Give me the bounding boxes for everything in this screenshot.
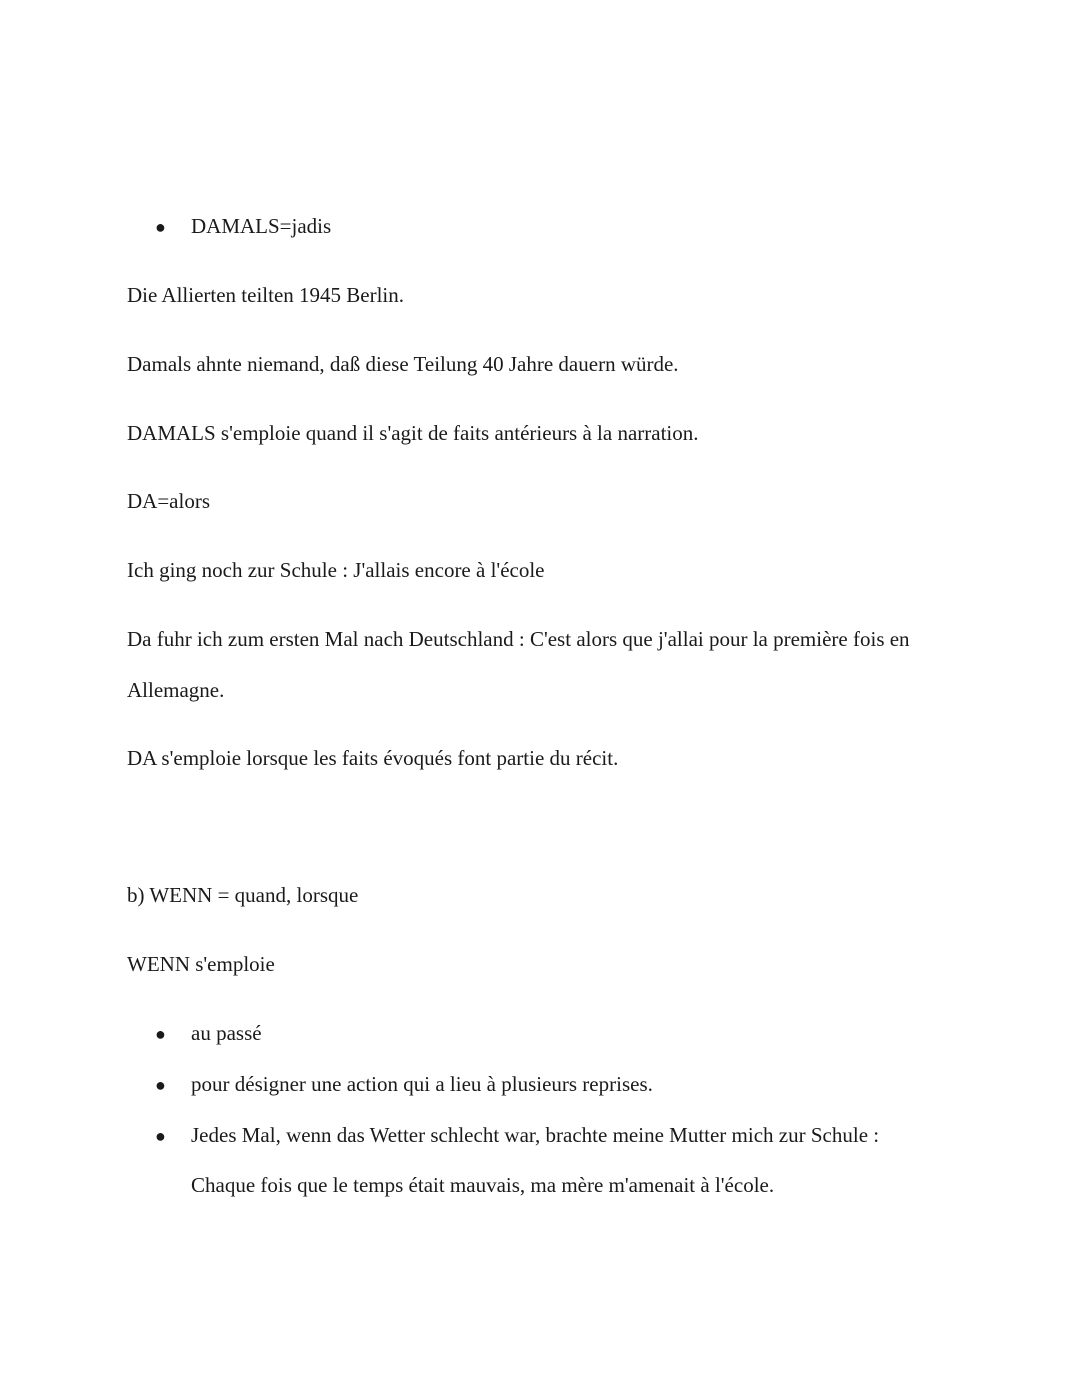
example-sentence: Da fuhr ich zum ersten Mal nach Deutschland : C'est alors que j'allai pour la première fois en xyxy=(127,627,910,651)
bullet-text: Jedes Mal, wenn das Wetter schlecht war, brachte meine Mutter mich zur Schule : xyxy=(191,1123,880,1147)
bullet-icon: ● xyxy=(155,217,166,237)
intro-text: WENN s'emploie xyxy=(127,952,275,976)
list-item xyxy=(155,1121,879,1150)
list-item xyxy=(155,1019,262,1048)
example-sentence: Ich ging noch zur Schule : J'allais encore à l'école xyxy=(127,558,545,582)
rule-text: DAMALS s'emploie quand il s'agit de faits antérieurs à la narration. xyxy=(127,421,699,445)
rule-text: DA s'emploie lorsque les faits évoqués font partie du récit. xyxy=(127,746,619,770)
bullet-text: au passé xyxy=(191,1021,262,1045)
bullet-icon: ● xyxy=(155,1126,166,1146)
example-sentence: Die Allierten teilten 1945 Berlin. xyxy=(127,283,405,307)
bullet-text: DAMALS=jadis xyxy=(191,214,332,238)
example-sentence-continuation: Allemagne. xyxy=(127,678,225,702)
bullet-item-damals xyxy=(155,212,331,241)
subheading: DA=alors xyxy=(127,489,210,513)
list-item xyxy=(155,1070,653,1099)
section-heading: b) WENN = quand, lorsque xyxy=(127,883,359,907)
bullet-icon: ● xyxy=(155,1024,166,1044)
example-sentence: Damals ahnte niemand, daß diese Teilung 40 Jahre dauern würde. xyxy=(127,352,679,376)
bullet-icon: ● xyxy=(155,1075,166,1095)
bullet-continuation: Chaque fois que le temps était mauvais, ma mère m'amenait à l'école. xyxy=(191,1173,775,1197)
bullet-text: pour désigner une action qui a lieu à plusieurs reprises. xyxy=(191,1072,653,1096)
